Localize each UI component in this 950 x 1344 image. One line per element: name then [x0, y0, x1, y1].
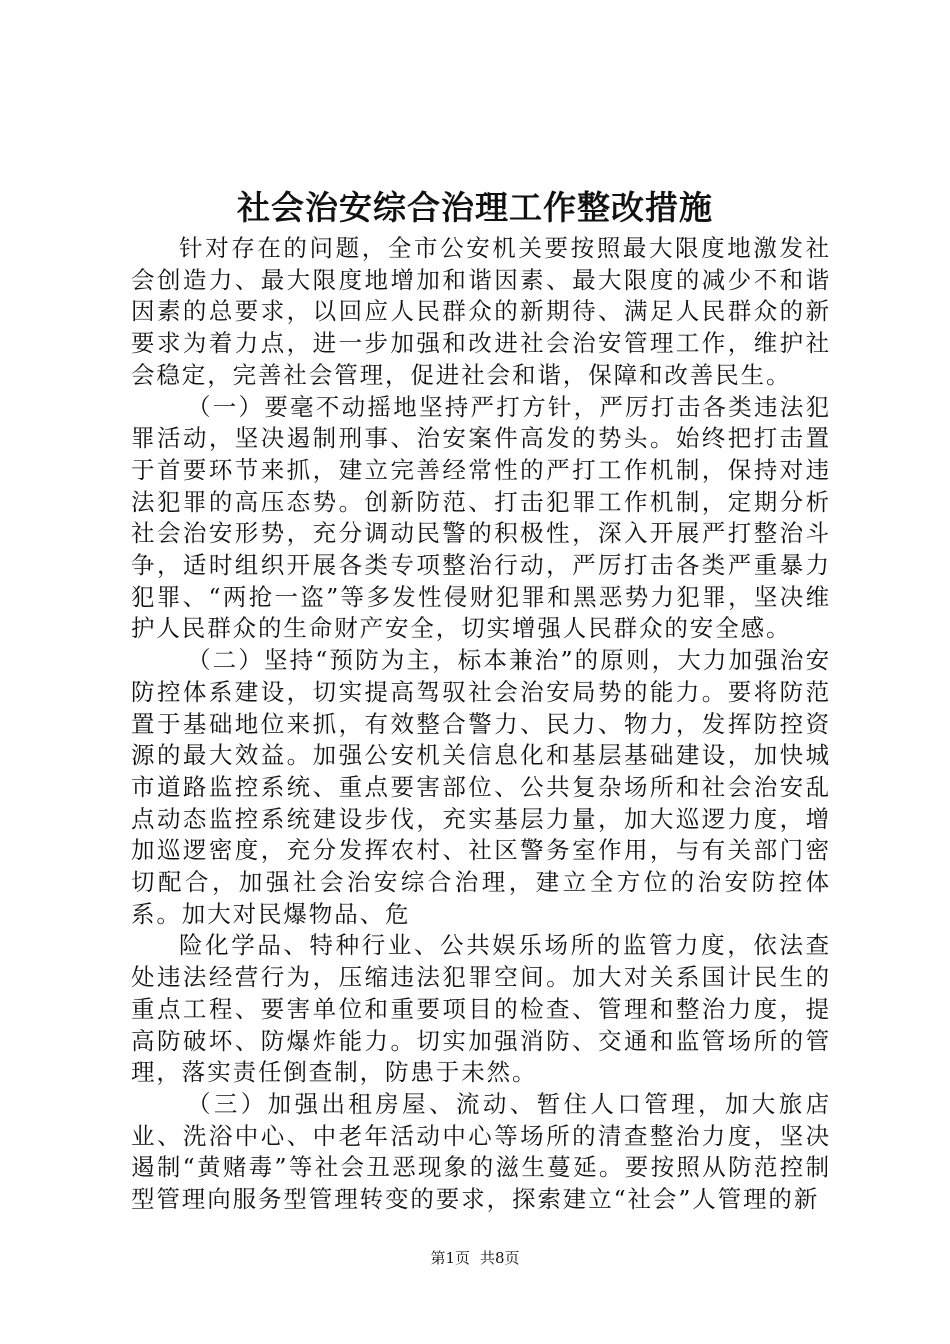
paragraph-intro: 针对存在的问题，全市公安机关要按照最大限度地激发社会创造力、最大限度地增加和谐因素、最大限度的减少不和谐因素的总要求，以回应人民群众的新期待、满足人民群众的新要求为着力点，进一步加强和改进社会治安管理工作，维护社会稳定，完善社会管理，促进社会和谐，保障和改善民生。 [131, 234, 831, 389]
page-number: 第1页 [430, 1249, 470, 1267]
page-footer [0, 1248, 950, 1268]
paragraph-section-2: （二）坚持“预防为主，标本兼治”的原则，大力加强治安防控体系建设，切实提高驾驭社会治安局势的能力。要将防范置于基础地位来抓，有效整合警力、民力、物力，发挥防控资源的最大效益。加强公安机关信息化和基层基础建设，加快城市道路监控系统、重点要害部位、公共复杂场所和社会治安乱点动态监控系统建设步伐，充实基层力量，加大巡逻力度，增加巡逻密度，充分发挥农村、社区警务室作用，与有关部门密切配合，加强社会治安综合治理，建立全方位的治安防控体系。加大对民爆物品、危 [131, 646, 831, 928]
document-title: 社会治安综合治理工作整改措施 [237, 188, 713, 227]
paragraph-section-2-continued: 险化学品、特种行业、公共娱乐场所的监管力度，依法查处违法经营行为，压缩违法犯罪空间。加大对关系国计民生的重点工程、要害单位和重要项目的检查、管理和整治力度，提高防破坏、防爆炸能力。切实加强消防、交通和监管场所的管理，落实责任倒查制，防患于未然。 [131, 931, 831, 1087]
document-body [131, 233, 831, 1216]
page-total: 共8页 [480, 1249, 520, 1267]
paragraph-section-1: （一）要毫不动摇地坚持严打方针，严厉打击各类违法犯罪活动，坚决遏制刑事、治安案件高发的势头。始终把打击置于首要环节来抓，建立完善经常性的严打工作机制，保持对违法犯罪的高压态势。创新防范、打击犯罪工作机制，定期分析社会治安形势，充分调动民警的积极性，深入开展严打整治斗争，适时组织开展各类专项整治行动，严厉打击各类严重暴力犯罪、“两抢一盗”等多发性侵财犯罪和黑恶势力犯罪，坚决维护人民群众的生命财产安全，切实增强人民群众的安全感。 [131, 392, 831, 643]
paragraph-section-3: （三）加强出租房屋、流动、暂住人口管理，加大旅店业、洗浴中心、中老年活动中心等场所的清查整治力度，坚决遏制“黄赌毒”等社会丑恶现象的滋生蔓延。要按照从防范控制型管理向服务型管理转变的要求，探索建立“社会”人管理的新 [131, 1089, 831, 1214]
